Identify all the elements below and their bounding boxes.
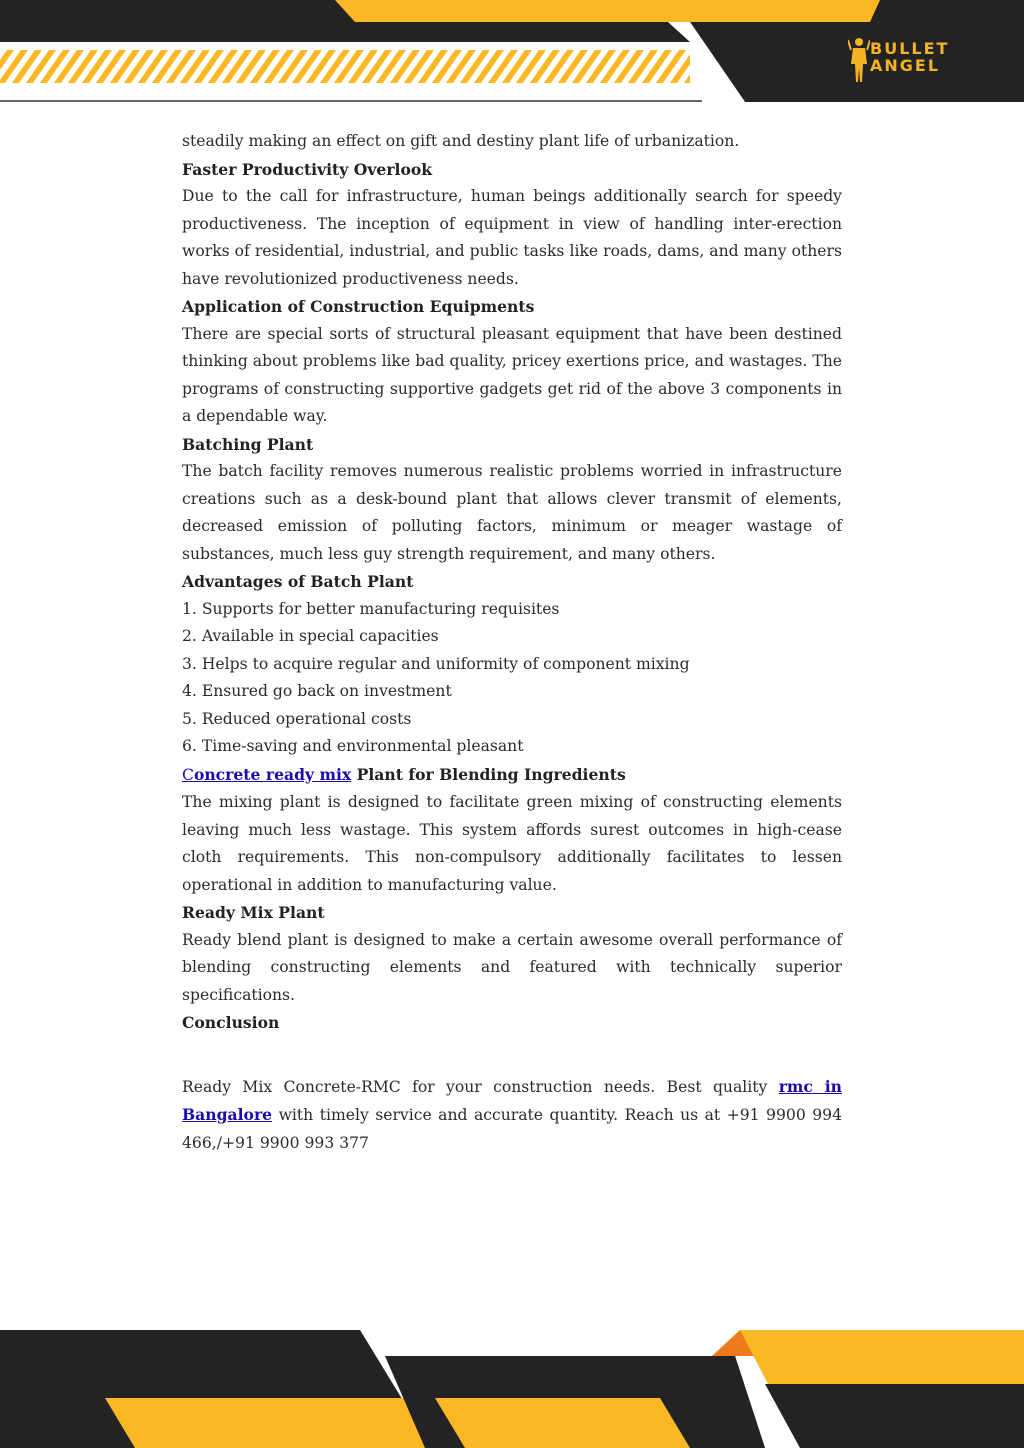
angel-figure-icon (848, 36, 870, 84)
heading-advantages: Advantages of Batch Plant (182, 572, 414, 591)
paragraph-ready-mix-plant: Ready blend plant is designed to make a certain awesome overall performance of blending constructing elements and featured with technically superior specifications. (182, 930, 842, 1004)
paragraph-faster-productivity: Due to the call for infrastructure, human beings additionally search for speedy productiveness. The inception of equipment in view of handling inter-erection works of residential, industrial, and public tasks like roads, dams, and many others have revolutionized productiveness needs. (182, 187, 842, 288)
spacer (182, 1037, 842, 1073)
heading-conclusion: Conclusion (182, 1013, 280, 1032)
paragraph-concrete-ready-mix: The mixing plant is designed to facilitate green mixing of constructing elements leaving much less wastage. This system affords surest outcomes in high-cease cloth requirements. This non-compulsory additionally facilitates to lessen operational in addition to manufacturing value. (182, 793, 842, 894)
logo-line-2: ANGEL (870, 56, 941, 75)
paragraph-conclusion (182, 1073, 842, 1158)
heading-concrete-ready-mix (182, 761, 842, 790)
list-item: 1. Supports for better manufacturing requisites (182, 599, 560, 618)
logo-wordmark (870, 40, 949, 74)
conclusion-text-before: Ready Mix Concrete-RMC for your construction needs. Best quality (182, 1077, 779, 1096)
paragraph-application: There are special sorts of structural pleasant equipment that have been destined thinking about problems like bad quality, pricey exertions price, and wastages. The programs of constructing supportive gadgets get rid of the above 3 components in a dependable way. (182, 324, 842, 425)
rmc-bangalore-link[interactable]: rmc in Bangalore (182, 1076, 842, 1124)
advantages-list (182, 596, 842, 761)
concrete-ready-mix-link[interactable]: oncrete ready mix (193, 764, 352, 784)
heading-batching-plant: Batching Plant (182, 434, 314, 454)
heading-application: Application of Construction Equipments (182, 297, 535, 316)
list-item: 3. Helps to acquire regular and uniformity of component mixing (182, 654, 690, 673)
heading-concrete-rest: Plant for Blending Ingredients (351, 764, 626, 784)
list-item: 6. Time-saving and environmental pleasant (182, 737, 524, 755)
heading-faster-productivity: Faster Productivity Overlook (182, 159, 433, 179)
concrete-ready-mix-link-initial[interactable]: C (182, 765, 194, 784)
list-item: 2. Available in special capacities (182, 627, 439, 645)
brand-logo (848, 36, 978, 86)
conclusion-text-after: with timely service and accurate quantity. Reach us at +91 9900 994 466,/+91 9900 993 377 (182, 1106, 842, 1152)
intro-paragraph: steadily making an effect on gift and destiny plant life of urbanization. (182, 132, 740, 150)
heading-ready-mix-plant: Ready Mix Plant (182, 903, 325, 922)
document-body (182, 128, 842, 1157)
list-item: 4. Ensured go back on investment (182, 682, 452, 700)
paragraph-batching-plant: The batch facility removes numerous realistic problems worried in infrastructure creations such as a desk-bound plant that allows clever transmit of elements, decreased emission of polluting factors, minimum or meager wastage of substances, much less guy strength requirement, and many others. (182, 462, 842, 563)
logo-line-1: BULLET (870, 39, 950, 58)
list-item: 5. Reduced operational costs (182, 709, 412, 728)
footer-decoration (0, 1328, 1024, 1448)
